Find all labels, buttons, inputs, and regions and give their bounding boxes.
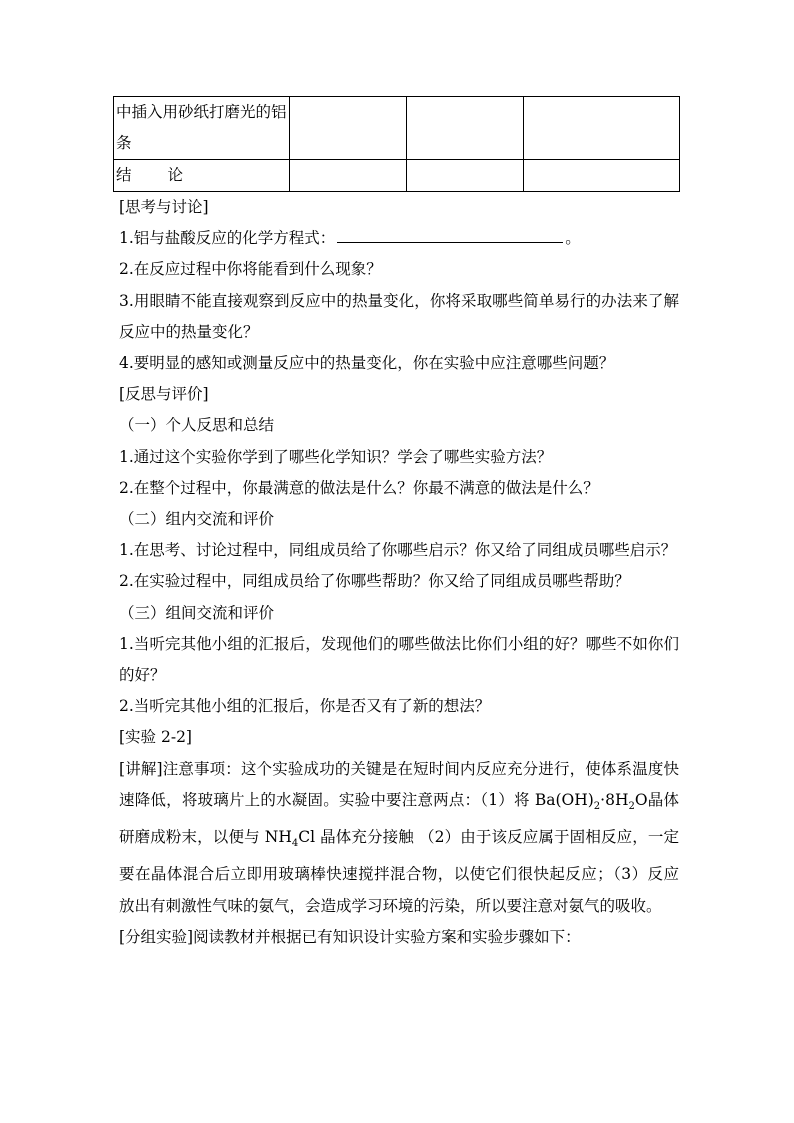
- explanation-text: ·8H: [600, 790, 629, 809]
- table-cell-conclusion-label: [114, 160, 290, 192]
- subscript: 4: [291, 838, 299, 850]
- question-3: 3.用眼睛不能直接观察到反应中的热量变化，你将采取哪些简单易行的办法来了解反应中的热量变化？: [119, 291, 679, 341]
- table-row: [114, 160, 680, 192]
- subheading-personal: （一）个人反思和总结: [119, 416, 275, 435]
- explanation-paragraph: [119, 754, 679, 922]
- table-cell-procedure: 中插入用砂纸打磨光的铝条: [114, 97, 290, 160]
- section-heading-experiment: [实验 2-2]: [119, 728, 192, 747]
- table-cell: [289, 160, 406, 192]
- table-row: [114, 97, 680, 160]
- conclusion-label-right: 论: [167, 166, 184, 184]
- subscript: 2: [593, 800, 601, 812]
- experiment-table: [113, 96, 680, 192]
- in-group-question-1: 1.在思考、讨论过程中，同组成员给了你哪些启示？你又给了同组成员哪些启示？: [119, 541, 677, 560]
- table-cell: [523, 160, 679, 192]
- between-groups-question-2: 2.当听完其他小组的汇报后，你是否又有了新的想法？: [119, 697, 491, 716]
- in-group-question-2: 2.在实验过程中，同组成员给了你哪些帮助？你又给了同组成员哪些帮助？: [119, 572, 630, 591]
- section-heading-reflect: [反思与评价]: [119, 385, 209, 404]
- subheading-between-groups: （三）组间交流和评价: [119, 603, 275, 622]
- answer-blank[interactable]: [337, 225, 563, 243]
- conclusion-label-left: 结: [116, 166, 132, 184]
- between-groups-question-1: 1.当听完其他小组的汇报后，发现他们的哪些做法比你们小组的好？哪些不如你们的好？: [119, 634, 679, 685]
- question-1-text: 1.铝与盐酸反应的化学方程式：: [119, 229, 336, 248]
- subscript: 2: [628, 800, 635, 812]
- subheading-in-group: （二）组内交流和评价: [119, 510, 275, 529]
- explanation-text: Cl 晶体充分接触 （2）由于该反应属于固相反应，一定要在晶体混合后立即用玻璃棒快速搅拌混合物，以使它们很快起反应；（3）反应放出有刺激性气味的氨气，会造成学习环境的污染，所以要注意对氨气的吸收。: [119, 828, 679, 915]
- question-4: 4.要明显的感知或测量反应中的热量变化，你在实验中应注意哪些问题？: [119, 354, 615, 373]
- table-cell: [406, 97, 523, 160]
- personal-question-2: 2.在整个过程中，你最满意的做法是什么？你最不满意的做法是什么？: [119, 478, 599, 497]
- explanation-text: O晶体研磨成粉末，以便与 NH: [119, 790, 679, 847]
- table-cell: [523, 97, 679, 160]
- table-cell: [406, 160, 523, 192]
- section-heading-think: [思考与讨论]: [119, 198, 209, 216]
- question-2: 2.在反应过程中你将能看到什么现象？: [119, 260, 382, 279]
- personal-question-1: 1.通过这个实验你学到了哪些化学知识？学会了哪些实验方法？: [119, 447, 553, 466]
- body-text: [119, 192, 679, 953]
- explanation-text: [讲解]注意事项：这个实验成功的关键是在短时间内反应充分进行，使体系温度快速降低，将玻璃片上的水凝固。实验中要注意两点：（1）将 Ba(OH): [119, 759, 679, 809]
- question-1-end: 。: [565, 229, 581, 248]
- group-experiment-intro: [分组实验]阅读教材并根据已有知识设计实验方案和实验步骤如下：: [119, 927, 581, 946]
- question-1: [119, 223, 679, 254]
- table-cell: [289, 97, 406, 160]
